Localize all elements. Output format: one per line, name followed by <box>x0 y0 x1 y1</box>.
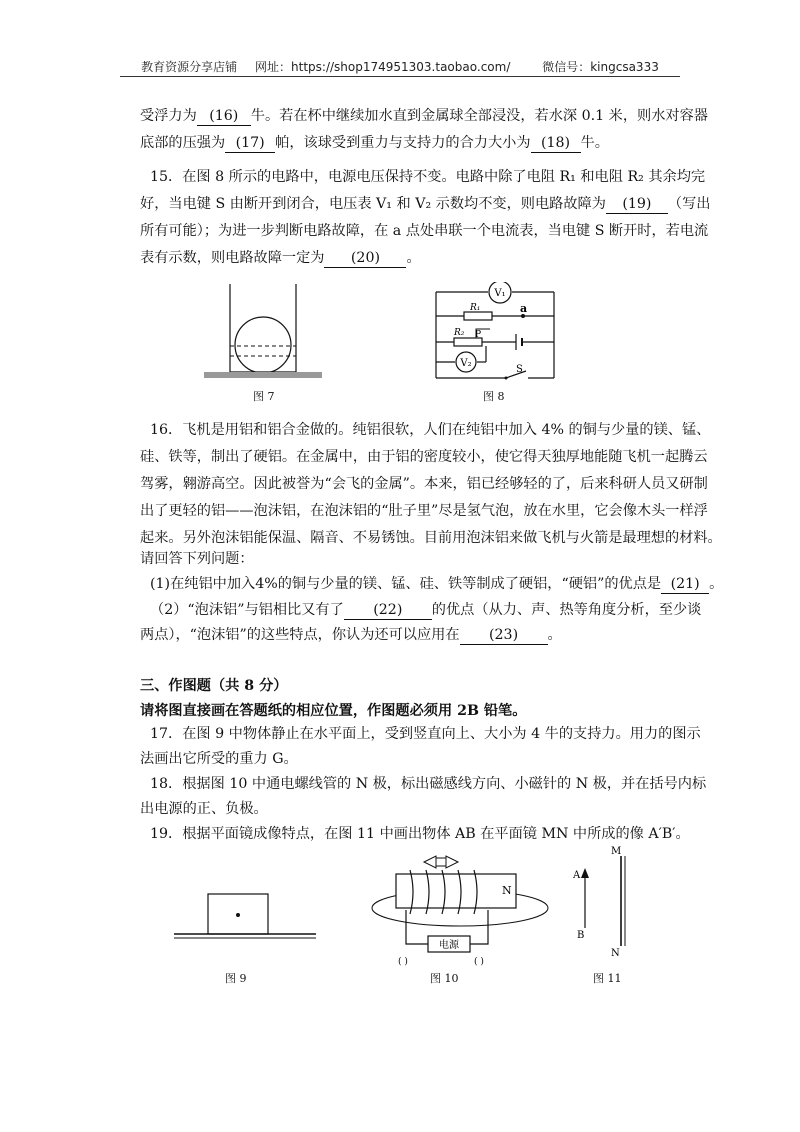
q19-line: 19．根据平面镜成像特点，在图 11 中画出物体 AB 在平面镜 MN 中所成的像 A′B′。 <box>150 826 690 842</box>
q16-part-3: 两点），“泡沫铝”的这些特点，你认为还可以应用在 (23) 。 <box>140 627 562 643</box>
point-b-label: B <box>577 930 585 941</box>
v1-label: V₁ <box>494 288 506 299</box>
blank-23: (23) <box>460 627 548 645</box>
polarity-paren-right: ( ) <box>474 957 484 966</box>
q15-line-2: 好，当电键 S 由断开到闭合，电压表 V₁ 和 V₂ 示数均不变，则电路故障为 (19) （写出 <box>140 196 711 212</box>
v2-label: V₂ <box>460 358 472 369</box>
r1-label: R₁ <box>470 303 481 313</box>
mirror-m-label: M <box>611 846 622 857</box>
figure-10 <box>370 848 550 966</box>
point-a-label: a <box>520 302 528 315</box>
q16-line-5: 起来。另外泡沫铝能保温、隔音、不易锈蚀。目前用泡沫铝来做飞机与火箭是最理想的材料。 <box>140 530 722 546</box>
q16-line-3: 驾雾，翱游高空。因此被誉为“会飞的金属”。本来，铝已经够轻的了，后来科研人员又研制 <box>140 476 708 492</box>
r2-label: R₂ <box>454 328 465 338</box>
q16-part-1: (1)在纯铝中加入4%的铜与少量的镁、锰、硅、铁等制成了硬铝，“硬铝”的优点是 (21) 。 <box>150 576 724 592</box>
q16-line-2: 硅、铁等，制出了硬铝。在金属中，由于铝的密度较小，使它得天独厚地能随飞机一起腾云 <box>140 449 708 465</box>
header-rule <box>120 76 680 77</box>
resistor-r1 <box>464 312 492 320</box>
q18-line-2: 出电源的正、负极。 <box>140 801 268 817</box>
blank-19: (19) <box>606 196 668 214</box>
figure-8-caption: 图 8 <box>483 390 505 403</box>
power-source-label: 电源 <box>439 940 459 951</box>
shop-name: 教育资源分享店铺 <box>141 60 238 74</box>
wechat-label: 微信号： <box>542 60 591 74</box>
q16-line-4: 出了更轻的铝——泡沫铝，在泡沫铝的“肚子里”尽是氢气泡，放在水里，它会像木头一样浮 <box>140 503 708 519</box>
arrow-head-a <box>581 868 589 878</box>
q16-line-6: 请回答下列问题： <box>140 551 254 567</box>
wechat-id: kingcsa333 <box>590 60 659 74</box>
section-3-title: 三、作图题（共 8 分） <box>140 678 288 694</box>
solenoid <box>396 874 516 908</box>
polarity-paren-left: ( ) <box>398 957 408 966</box>
figure-8 <box>430 282 560 386</box>
figure-11-caption: 图 11 <box>593 972 622 985</box>
blank-16: (16) <box>197 108 251 126</box>
compass-needle-left <box>424 856 436 868</box>
figure-7-caption: 图 7 <box>253 390 275 403</box>
blank-18: (18) <box>531 135 581 153</box>
blank-22: (22) <box>344 602 432 620</box>
q15-line-1: 15．在图 8 所示的电路中，电源电压保持不变。电路中除了电阻 R₁ 和电阻 R₂ 其余均完 <box>150 169 706 185</box>
section-3-instruction: 请将图直接画在答题纸的相应位置，作图题必须用 2B 铅笔。 <box>140 703 527 719</box>
q15-line-3: 所有可能）；为进一步判断电路故障，在 a 点处串联一个电流表，当电键 S 断开时，若电流 <box>140 223 709 239</box>
figure-7 <box>200 278 330 390</box>
blank-21: (21) <box>661 576 709 594</box>
url-label: 网址： <box>255 60 292 74</box>
figure-9 <box>170 890 320 950</box>
slider-p-label: P <box>475 330 482 340</box>
page-header <box>120 58 680 75</box>
shop-url[interactable]: https://shop174951303.taobao.com/ <box>291 60 511 74</box>
figure-10-caption: 图 10 <box>430 972 459 985</box>
figure-11 <box>565 842 635 960</box>
q14-line-1: 受浮力为 (16) 牛。若在杯中继续加水直到金属球全部浸没，若水深 0.1 米，则水对容器 <box>140 108 708 124</box>
metal-ball <box>235 317 291 373</box>
q16-line-1: 16．飞机是用铝和铝合金做的。纯铝很软，人们在纯铝中加入 4% 的铜与少量的镁、锰、 <box>150 422 711 438</box>
q17-line-1: 17．在图 9 中物体静止在水平面上，受到竖直向上、大小为 4 牛的支持力。用力的图示 <box>150 726 701 742</box>
mirror-n-label: N <box>611 948 620 959</box>
q16-part-2: （2）“泡沫铝”与铝相比又有了 (22) 的优点（从力、声、热等角度分析，至少谈 <box>150 602 702 618</box>
q18-line-1: 18．根据图 10 中通电螺线管的 N 极，标出磁感线方向、小磁针的 N 极，并在括号内标 <box>150 776 707 792</box>
blank-20: (20) <box>324 250 406 268</box>
compass-needle-right <box>446 856 458 868</box>
q14-line-2: 底部的压强为 (17) 帕，该球受到重力与支持力的合力大小为 (18) 牛。 <box>140 135 609 151</box>
table-surface <box>204 372 322 378</box>
figure-9-caption: 图 9 <box>225 972 247 985</box>
center-of-mass-dot <box>236 913 240 917</box>
q15-line-4: 表有示数，则电路故障一定为 (20) 。 <box>140 250 421 266</box>
blank-17: (17) <box>225 135 275 153</box>
point-a-label: A <box>573 870 581 881</box>
q17-line-2: 法画出它所受的重力 G。 <box>140 751 298 767</box>
north-pole-label: N <box>502 884 512 897</box>
switch-label: S <box>516 364 523 375</box>
